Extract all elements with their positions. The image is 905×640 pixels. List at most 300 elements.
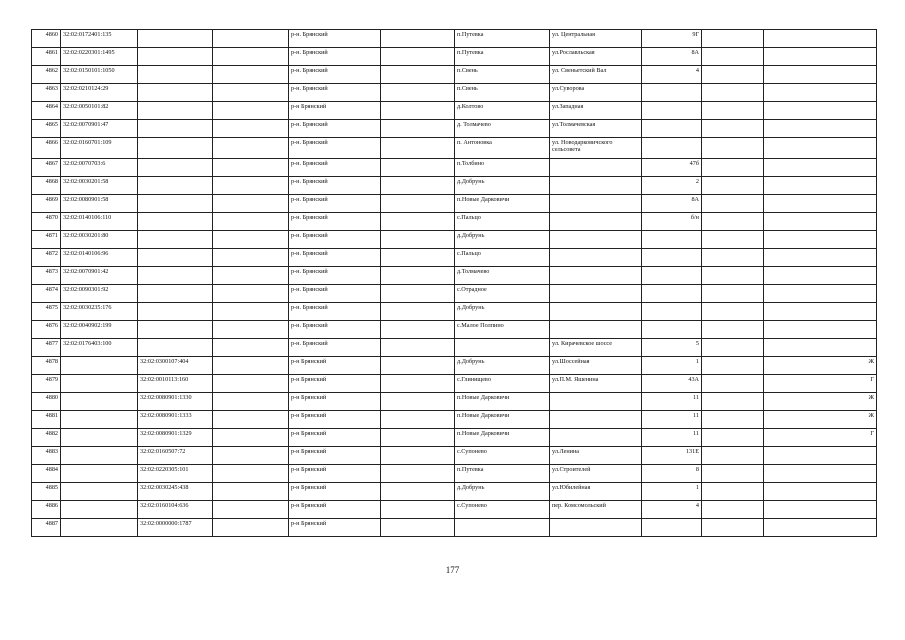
cadastral-number-building — [138, 303, 213, 321]
empty-cell — [702, 30, 764, 48]
locality: п.Путевка — [455, 48, 550, 66]
locality: п.Новые Дарковичи — [455, 393, 550, 411]
extra-code — [764, 483, 877, 501]
empty-cell — [381, 249, 455, 267]
extra-code — [764, 66, 877, 84]
street — [550, 177, 642, 195]
record-number: 4873 — [32, 267, 61, 285]
table-row — [32, 465, 877, 483]
house-number: б/н — [642, 213, 702, 231]
table-row — [32, 393, 877, 411]
record-number: 4869 — [32, 195, 61, 213]
empty-cell — [381, 447, 455, 465]
district: р-н Брянский — [289, 375, 381, 393]
street — [550, 393, 642, 411]
empty-cell — [702, 339, 764, 357]
extra-code: Г — [764, 375, 877, 393]
extra-code — [764, 465, 877, 483]
cadastral-number-building: 32:02:0000000:1787 — [138, 519, 213, 537]
empty-cell — [213, 249, 289, 267]
district: р-н Брянский — [289, 465, 381, 483]
cadastral-number-building — [138, 48, 213, 66]
record-number: 4863 — [32, 84, 61, 102]
district: р-н. Брянский — [289, 231, 381, 249]
table-row — [32, 84, 877, 102]
cadastral-number-land — [61, 447, 138, 465]
empty-cell — [381, 501, 455, 519]
locality: д.Добрунь — [455, 483, 550, 501]
empty-cell — [381, 195, 455, 213]
house-number — [642, 102, 702, 120]
cadastral-number-building: 32:02:0080901:1333 — [138, 411, 213, 429]
empty-cell — [213, 501, 289, 519]
street — [550, 429, 642, 447]
empty-cell — [381, 30, 455, 48]
cadastral-number-land: 32:02:0040902:199 — [61, 321, 138, 339]
cadastral-number-land: 32:02:0070901:47 — [61, 120, 138, 138]
house-number: 8 — [642, 465, 702, 483]
district: р-н. Брянский — [289, 339, 381, 357]
cadastral-number-land: 32:02:0210124:29 — [61, 84, 138, 102]
cadastral-number-land — [61, 519, 138, 537]
table-row — [32, 249, 877, 267]
house-number — [642, 249, 702, 267]
record-number: 4886 — [32, 501, 61, 519]
extra-code — [764, 249, 877, 267]
property-register-table — [31, 29, 877, 537]
district: р-н Брянский — [289, 447, 381, 465]
house-number: 1 — [642, 357, 702, 375]
cadastral-number-land — [61, 465, 138, 483]
cadastral-number-building — [138, 120, 213, 138]
cadastral-number-land — [61, 429, 138, 447]
empty-cell — [213, 213, 289, 231]
cadastral-number-land — [61, 357, 138, 375]
record-number: 4880 — [32, 393, 61, 411]
cadastral-number-land — [61, 375, 138, 393]
street: ул.Юбилейная — [550, 483, 642, 501]
locality: д.Добрунь — [455, 303, 550, 321]
cadastral-number-building — [138, 339, 213, 357]
empty-cell — [702, 411, 764, 429]
street: ул.Суворова — [550, 84, 642, 102]
cadastral-number-building — [138, 249, 213, 267]
cadastral-number-building — [138, 66, 213, 84]
district: р-н Брянский — [289, 411, 381, 429]
record-number: 4876 — [32, 321, 61, 339]
house-number: 11 — [642, 429, 702, 447]
table-row — [32, 48, 877, 66]
district: р-н Брянский — [289, 357, 381, 375]
extra-code — [764, 84, 877, 102]
table-row — [32, 501, 877, 519]
district: р-н. Брянский — [289, 159, 381, 177]
record-number: 4878 — [32, 357, 61, 375]
extra-code: Ж — [764, 393, 877, 411]
table-row — [32, 483, 877, 501]
house-number: 4 — [642, 66, 702, 84]
empty-cell — [702, 84, 764, 102]
house-number: 11 — [642, 411, 702, 429]
record-number: 4866 — [32, 138, 61, 159]
cadastral-number-land: 32:02:0150101:1050 — [61, 66, 138, 84]
district: р-н. Брянский — [289, 66, 381, 84]
cadastral-number-building: 32:02:0300107:404 — [138, 357, 213, 375]
record-number: 4883 — [32, 447, 61, 465]
street: ул.Шоссейная — [550, 357, 642, 375]
cadastral-number-building — [138, 159, 213, 177]
district: р-н. Брянский — [289, 267, 381, 285]
table-row — [32, 339, 877, 357]
cadastral-number-land: 32:02:0070703:6 — [61, 159, 138, 177]
empty-cell — [702, 267, 764, 285]
locality: с.Пальцо — [455, 249, 550, 267]
locality — [455, 519, 550, 537]
cadastral-number-land: 32:02:0140106:96 — [61, 249, 138, 267]
empty-cell — [381, 48, 455, 66]
record-number: 4881 — [32, 411, 61, 429]
table-row — [32, 66, 877, 84]
district: р-н Брянский — [289, 102, 381, 120]
extra-code — [764, 231, 877, 249]
district: р-н. Брянский — [289, 138, 381, 159]
table-row — [32, 429, 877, 447]
empty-cell — [702, 159, 764, 177]
empty-cell — [702, 231, 764, 249]
record-number: 4885 — [32, 483, 61, 501]
house-number: 2 — [642, 177, 702, 195]
street: ул.П.М. Яшенина — [550, 375, 642, 393]
cadastral-number-building — [138, 138, 213, 159]
street — [550, 195, 642, 213]
locality: с.Супонево — [455, 501, 550, 519]
extra-code — [764, 501, 877, 519]
empty-cell — [381, 357, 455, 375]
record-number: 4870 — [32, 213, 61, 231]
house-number — [642, 321, 702, 339]
house-number: 5 — [642, 339, 702, 357]
cadastral-number-building: 32:02:0030245:438 — [138, 483, 213, 501]
record-number: 4887 — [32, 519, 61, 537]
extra-code — [764, 120, 877, 138]
empty-cell — [381, 465, 455, 483]
district: р-н Брянский — [289, 519, 381, 537]
locality: с.Малое Полпино — [455, 321, 550, 339]
extra-code — [764, 195, 877, 213]
house-number — [642, 120, 702, 138]
locality: п.Новые Дарковичи — [455, 195, 550, 213]
empty-cell — [702, 357, 764, 375]
empty-cell — [381, 84, 455, 102]
record-number: 4872 — [32, 249, 61, 267]
extra-code — [764, 102, 877, 120]
locality: с.Супонево — [455, 447, 550, 465]
district: р-н. Брянский — [289, 30, 381, 48]
house-number — [642, 267, 702, 285]
record-number: 4884 — [32, 465, 61, 483]
empty-cell — [702, 303, 764, 321]
extra-code — [764, 267, 877, 285]
district: р-н Брянский — [289, 501, 381, 519]
locality: д.Добрунь — [455, 357, 550, 375]
record-number: 4864 — [32, 102, 61, 120]
table-row — [32, 285, 877, 303]
cadastral-number-land: 32:02:0070901:42 — [61, 267, 138, 285]
locality: с.Пальцо — [455, 213, 550, 231]
empty-cell — [213, 285, 289, 303]
cadastral-number-land: 32:02:0090301:92 — [61, 285, 138, 303]
extra-code — [764, 519, 877, 537]
house-number: 9Г — [642, 30, 702, 48]
house-number — [642, 138, 702, 159]
table-row — [32, 102, 877, 120]
extra-code — [764, 303, 877, 321]
empty-cell — [702, 66, 764, 84]
district: р-н Брянский — [289, 483, 381, 501]
cadastral-number-building: 32:02:0080901:1330 — [138, 393, 213, 411]
street: ул. Центральная — [550, 30, 642, 48]
empty-cell — [702, 483, 764, 501]
table-row — [32, 231, 877, 249]
street: ул. Кирачевское шоссе — [550, 339, 642, 357]
street: ул. Новодарковичского сельсовета — [550, 138, 642, 159]
district: р-н Брянский — [289, 429, 381, 447]
house-number — [642, 303, 702, 321]
cadastral-number-land: 32:02:0172401:135 — [61, 30, 138, 48]
cadastral-number-land — [61, 411, 138, 429]
empty-cell — [702, 138, 764, 159]
empty-cell — [213, 84, 289, 102]
house-number: 8А — [642, 195, 702, 213]
cadastral-number-building: 32:02:0220305:101 — [138, 465, 213, 483]
empty-cell — [702, 429, 764, 447]
locality: п.Свень — [455, 84, 550, 102]
empty-cell — [213, 120, 289, 138]
district: р-н. Брянский — [289, 285, 381, 303]
cadastral-number-building — [138, 177, 213, 195]
cadastral-number-building: 32:02:0010113:160 — [138, 375, 213, 393]
empty-cell — [381, 393, 455, 411]
street: ул.Строителей — [550, 465, 642, 483]
empty-cell — [381, 375, 455, 393]
locality: д.Добрунь — [455, 177, 550, 195]
empty-cell — [702, 465, 764, 483]
cadastral-number-building — [138, 84, 213, 102]
cadastral-number-building — [138, 321, 213, 339]
empty-cell — [213, 411, 289, 429]
empty-cell — [381, 66, 455, 84]
table-row — [32, 375, 877, 393]
table-row — [32, 138, 877, 159]
table-row — [32, 357, 877, 375]
street — [550, 321, 642, 339]
house-number: 43А — [642, 375, 702, 393]
locality: п.Путевка — [455, 465, 550, 483]
empty-cell — [213, 30, 289, 48]
house-number — [642, 84, 702, 102]
house-number — [642, 231, 702, 249]
record-number: 4882 — [32, 429, 61, 447]
empty-cell — [702, 177, 764, 195]
district: р-н Брянский — [289, 393, 381, 411]
empty-cell — [381, 519, 455, 537]
empty-cell — [381, 231, 455, 249]
empty-cell — [702, 519, 764, 537]
empty-cell — [381, 303, 455, 321]
cadastral-number-land — [61, 483, 138, 501]
street: ул.Ленина — [550, 447, 642, 465]
table-row — [32, 120, 877, 138]
street: ул.Западная — [550, 102, 642, 120]
cadastral-number-land: 32:02:0080901:58 — [61, 195, 138, 213]
locality: п.Новые Дарковичи — [455, 429, 550, 447]
empty-cell — [213, 195, 289, 213]
cadastral-number-building — [138, 102, 213, 120]
cadastral-number-land — [61, 501, 138, 519]
record-number: 4862 — [32, 66, 61, 84]
house-number: 4 — [642, 501, 702, 519]
empty-cell — [213, 483, 289, 501]
cadastral-number-land: 32:02:0176403:100 — [61, 339, 138, 357]
table-row — [32, 303, 877, 321]
cadastral-number-land: 32:02:0030201:80 — [61, 231, 138, 249]
empty-cell — [213, 177, 289, 195]
table-body — [32, 30, 877, 537]
empty-cell — [213, 447, 289, 465]
table-row — [32, 267, 877, 285]
house-number: 11 — [642, 393, 702, 411]
record-number: 4874 — [32, 285, 61, 303]
empty-cell — [381, 411, 455, 429]
locality: д. Толмачево — [455, 120, 550, 138]
street — [550, 303, 642, 321]
empty-cell — [213, 66, 289, 84]
street — [550, 411, 642, 429]
cadastral-number-land: 32:02:0160701:109 — [61, 138, 138, 159]
extra-code — [764, 138, 877, 159]
empty-cell — [213, 465, 289, 483]
street — [550, 159, 642, 177]
table-row — [32, 195, 877, 213]
empty-cell — [381, 120, 455, 138]
empty-cell — [381, 429, 455, 447]
district: р-н. Брянский — [289, 249, 381, 267]
cadastral-number-building — [138, 285, 213, 303]
empty-cell — [702, 195, 764, 213]
record-number: 4877 — [32, 339, 61, 357]
empty-cell — [381, 102, 455, 120]
house-number: 1 — [642, 483, 702, 501]
extra-code — [764, 285, 877, 303]
empty-cell — [702, 102, 764, 120]
empty-cell — [702, 321, 764, 339]
street — [550, 285, 642, 303]
extra-code — [764, 321, 877, 339]
empty-cell — [702, 447, 764, 465]
cadastral-number-building — [138, 213, 213, 231]
empty-cell — [381, 159, 455, 177]
record-number: 4868 — [32, 177, 61, 195]
empty-cell — [213, 375, 289, 393]
empty-cell — [213, 321, 289, 339]
street: ул.Толмачевская — [550, 120, 642, 138]
empty-cell — [213, 303, 289, 321]
empty-cell — [381, 138, 455, 159]
street: ул.Рославльская — [550, 48, 642, 66]
extra-code — [764, 213, 877, 231]
street — [550, 267, 642, 285]
empty-cell — [213, 393, 289, 411]
street: ул. Свеньетский Вал — [550, 66, 642, 84]
locality: п. Антоновка — [455, 138, 550, 159]
house-number — [642, 285, 702, 303]
empty-cell — [213, 48, 289, 66]
extra-code: Ж — [764, 357, 877, 375]
locality — [455, 339, 550, 357]
cadastral-number-building — [138, 267, 213, 285]
street — [550, 231, 642, 249]
empty-cell — [213, 429, 289, 447]
empty-cell — [213, 231, 289, 249]
empty-cell — [213, 339, 289, 357]
street — [550, 519, 642, 537]
district: р-н. Брянский — [289, 195, 381, 213]
table-row — [32, 447, 877, 465]
cadastral-number-land: 32:02:0050101:82 — [61, 102, 138, 120]
record-number: 4865 — [32, 120, 61, 138]
street: пер. Комсомольский — [550, 501, 642, 519]
house-number: 47б — [642, 159, 702, 177]
empty-cell — [213, 357, 289, 375]
empty-cell — [702, 120, 764, 138]
empty-cell — [381, 177, 455, 195]
district: р-н. Брянский — [289, 48, 381, 66]
locality: п.Путевка — [455, 30, 550, 48]
empty-cell — [213, 102, 289, 120]
district: р-н. Брянский — [289, 120, 381, 138]
cadastral-number-building: 32:02:0080901:1329 — [138, 429, 213, 447]
record-number: 4860 — [32, 30, 61, 48]
extra-code — [764, 30, 877, 48]
cadastral-number-land: 32:02:0140106:110 — [61, 213, 138, 231]
locality: п.Свень — [455, 66, 550, 84]
record-number: 4879 — [32, 375, 61, 393]
table-row — [32, 159, 877, 177]
locality: п.Толбино — [455, 159, 550, 177]
empty-cell — [702, 393, 764, 411]
cadastral-number-land: 32:02:0030235:176 — [61, 303, 138, 321]
extra-code — [764, 447, 877, 465]
house-number: 8А — [642, 48, 702, 66]
street — [550, 249, 642, 267]
house-number: 131Е — [642, 447, 702, 465]
extra-code — [764, 339, 877, 357]
district: р-н. Брянский — [289, 321, 381, 339]
extra-code — [764, 159, 877, 177]
locality: п.Новые Дарковичи — [455, 411, 550, 429]
page-number: 177 — [445, 565, 460, 575]
cadastral-number-land: 32:02:0220301:1495 — [61, 48, 138, 66]
cadastral-number-building — [138, 231, 213, 249]
empty-cell — [213, 519, 289, 537]
empty-cell — [702, 249, 764, 267]
empty-cell — [213, 159, 289, 177]
empty-cell — [381, 213, 455, 231]
cadastral-number-building — [138, 30, 213, 48]
empty-cell — [702, 48, 764, 66]
empty-cell — [381, 483, 455, 501]
empty-cell — [702, 213, 764, 231]
